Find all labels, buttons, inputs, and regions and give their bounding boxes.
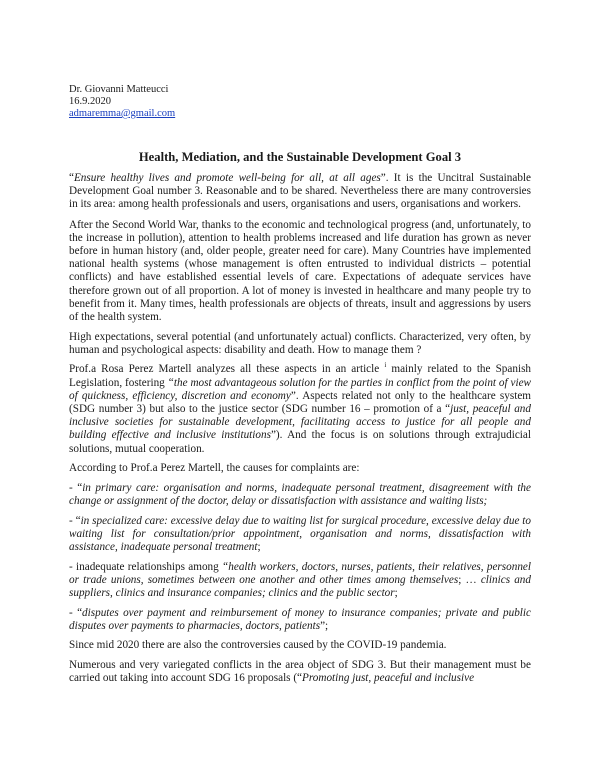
document-body — [69, 172, 531, 692]
author-name: Dr. Giovanni Matteucci — [69, 84, 169, 95]
paragraph-4 — [69, 363, 531, 455]
document-date: 16.9.2020 — [69, 96, 111, 107]
quote: disputes over payment and reimbursement of money to insurance companies; private and public disputes over payments to pharmacies, doctors, patients — [69, 606, 531, 632]
text: - “ — [69, 606, 83, 619]
paragraph-11 — [69, 659, 531, 685]
paragraph-5: According to Prof.a Perez Martell, the causes for complaints are: — [69, 462, 360, 475]
header-block — [69, 84, 175, 120]
quote: “the most advantageous solution for the parties in conflict from the point of view of quickness, efficiency, discretion and economy — [69, 376, 531, 402]
text: - “ — [69, 481, 83, 494]
list-item — [69, 482, 531, 508]
text: Prof.a Rosa Perez Martell analyzes all these aspects in an article — [69, 363, 380, 376]
paragraph-2: After the Second World War, thanks to the economic and technological progress (and, unfortunately, to the increase in pollution), attention to health problems increased and life duration has grown as never before in human history (and, older people, greater need for care). Many Countries have implemented national health systems (whose management is often entrusted to individual districts – potential conflicts) and have established essential levels of care. Expectations of adequate services have therefore grown out of all proportion. A lot of money is invested in healthcare and many people try to benefit from it. Many times, health professionals are objects of threats, insult and aggressions by users of the health system. — [69, 218, 531, 324]
quote: just, peaceful and inclusive societies for sustainable development, facilitating access to justice for all people and building effective and inclusive institutions — [69, 403, 531, 442]
text: - “ — [69, 514, 81, 527]
quote: “health workers, doctors, nurses, patients, their relatives, personnel or trade unions, sometimes between one another and other times among themselves — [69, 560, 531, 586]
paragraph-10: Since mid 2020 there are also the controversies caused by the COVID-19 pandemia. — [69, 639, 447, 652]
text: ”). And the focus is on solutions through extrajudicial solutions, mutual cooperation. — [69, 429, 531, 455]
text: - inadequate relationships among — [69, 560, 223, 573]
footnote-marker[interactable]: i — [384, 361, 387, 370]
quote: Promoting just, peaceful and inclusive — [302, 672, 475, 685]
text: ”. It is the Uncitral Sustainable Development Goal number 3. Reasonable and to be shared. Nevertheless there are many controversies in its area: among health professionals and users, organisations and users, organisations and workers. — [69, 172, 531, 211]
text: ”. Aspects related not only to the healthcare system (SDG number 3) but also to the justice sector (SDG number 16 – promotion of a “ — [69, 389, 531, 416]
paragraph-3: High expectations, several potential (and unfortunately actual) conflicts. Characterized, very often, by human and psychological aspects: disability and death. How to manage them ? — [69, 330, 531, 356]
list-item — [69, 561, 531, 601]
text: ”; — [320, 619, 329, 632]
quote: in specialized care: excessive delay due to waiting list for surgical procedure, excessive delay due to waiting list for consultation/prior appointment, organisation and norms, dissatisfaction with assistance, inadequate personal treatment — [69, 514, 531, 554]
text: ; — [257, 541, 261, 554]
email-link[interactable]: admaremma@gmail.com — [69, 108, 176, 119]
document-title: Health, Mediation, and the Sustainable Development Goal 3 — [138, 150, 462, 164]
quote: in primary care: organisation and norms, inadequate personal treatment, disagreement with the change or assignment of the doctor, delay or dissatisfaction with assistance and waiting lists; — [69, 481, 531, 508]
text: “ — [69, 172, 74, 184]
text: Numerous and very variegated conflicts in the area object of SDG 3. But their management must be carried out taking into account SDG 16 proposals (“ — [69, 659, 531, 685]
list-item — [69, 607, 531, 633]
text: mainly related to the Spanish Legislation, fostering — [69, 363, 532, 389]
quote: Ensure healthy lives and promote well-being for all, at all ages — [73, 172, 381, 184]
list-item — [69, 515, 531, 555]
text: ; … — [458, 573, 481, 586]
paragraph-1 — [69, 172, 531, 212]
quote: clinics and suppliers, clinics and insurance companies; clinics and the public sector — [69, 573, 531, 600]
text: ; — [394, 587, 398, 600]
